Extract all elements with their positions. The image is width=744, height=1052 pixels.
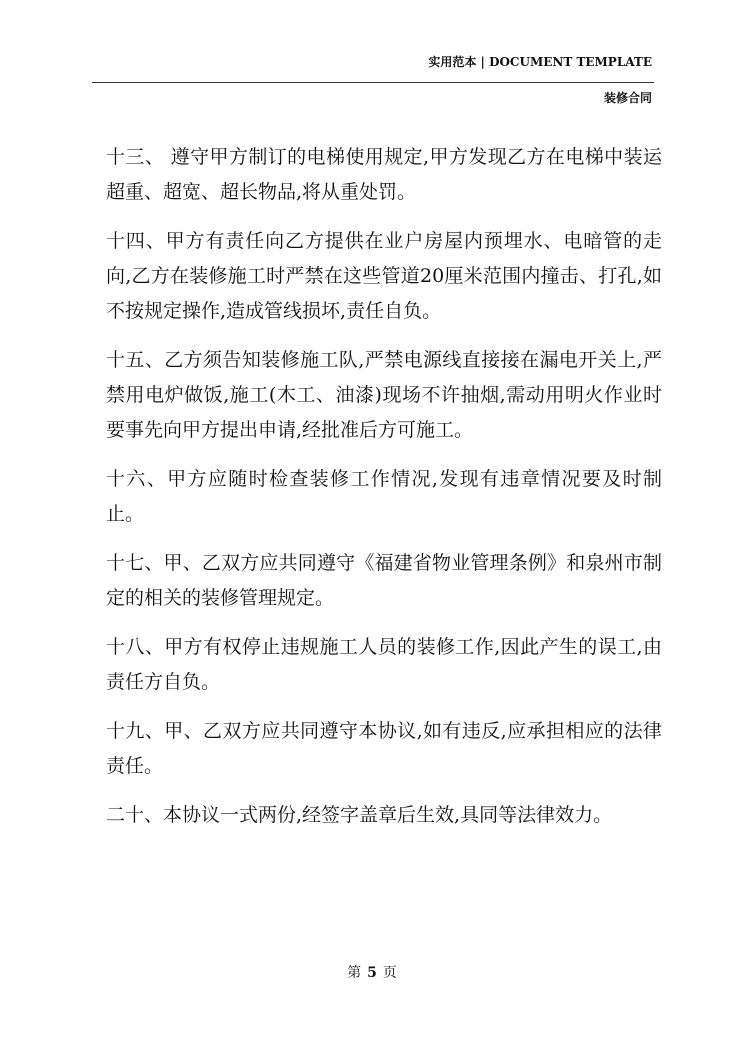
page-number: 5	[367, 965, 377, 981]
clause-17: 十七、甲、乙双方应共同遵守《福建省物业管理条例》和泉州市制定的相关的装修管理规定。	[106, 552, 662, 609]
clause-15: 十五、乙方须告知装修施工队,严禁电源线直接接在漏电开关上,严禁用电炉做饭,施工(木工、油漆)现场不许抽烟,需动用明火作业时要事先向甲方提出申请,经批准后方可施工。	[106, 349, 662, 441]
header-divider	[92, 82, 654, 83]
page-footer	[0, 962, 744, 982]
clause-14: 十四、甲方有责任向乙方提供在业户房屋内预埋水、电暗管的走向,乙方在装修施工时严禁在这些管道20厘米范围内撞击、打孔,如不按规定操作,造成管线损坏,责任自负。	[106, 230, 662, 322]
clause-13: 十三、 遵守甲方制订的电梯使用规定,甲方发现乙方在电梯中装运超重、超宽、超长物品,将从重处罚。	[106, 146, 662, 203]
document-body	[106, 140, 662, 847]
clause-16: 十六、甲方应随时检查装修工作情况,发现有违章情况要及时制止。	[106, 468, 662, 525]
clause-19: 十九、甲、乙双方应共同遵守本协议,如有违反,应承担相应的法律责任。	[106, 720, 662, 777]
document-subtitle: 装修合同	[603, 91, 652, 105]
footer-prefix: 第	[347, 965, 362, 981]
clause-20: 二十、本协议一式两份,经签字盖章后生效,具同等法律效力。	[106, 804, 613, 826]
header-title: 实用范本 | DOCUMENT TEMPLATE	[428, 55, 652, 69]
footer-suffix: 页	[382, 965, 397, 981]
clause-18: 十八、甲方有权停止违规施工人员的装修工作,因此产生的误工,由责任方自负。	[106, 636, 662, 693]
